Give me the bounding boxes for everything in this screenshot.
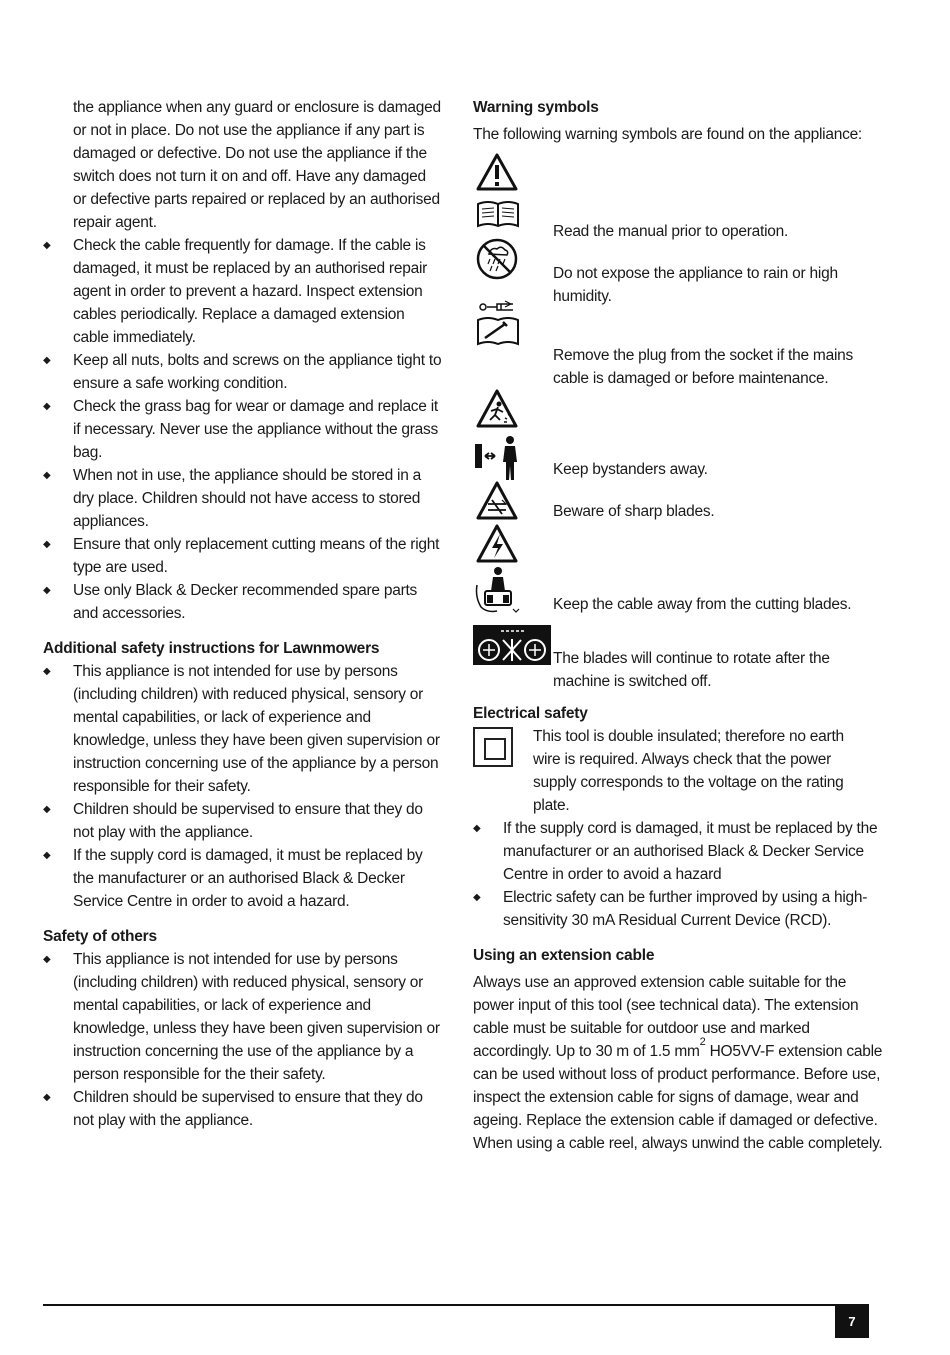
- diamond-bullet-icon: ◆: [43, 666, 51, 677]
- section-heading-warning-symbols: Warning symbols: [473, 99, 599, 116]
- left-column: [43, 96, 443, 1132]
- symbol-text-blades: Beware of sharp blades.: [553, 503, 715, 520]
- intro-paragraph: the appliance when any guard or enclosure is damaged or not in place. Do not use the appliance if any part is damaged or defective. Do not use the appliance if the switch does not turn it on and off. Have any damaged or defective parts repaired or replaced by an authorised repair agent.: [73, 99, 441, 231]
- no-rain-icon: [475, 237, 519, 281]
- list-item: ◆ Children should be supervised to ensure that they do not play with the appliance.: [43, 798, 443, 844]
- flying-objects-warning-icon: [475, 388, 519, 430]
- section-heading-safety-of-others: Safety of others: [43, 928, 157, 945]
- bullet-list-others: [43, 948, 443, 1132]
- bullet-list-electrical: [473, 817, 883, 932]
- bullet-list-lawnmowers: [43, 660, 443, 913]
- footer-rule: [43, 1304, 868, 1306]
- list-item: ◆ This appliance is not intended for use by persons (including children) with reduced physical, sensory or mental capabilities, or lack of experience and knowledge, unless they have been given supervision or instruction concerning the use of the appliance by a person responsible for the their safety.: [43, 948, 443, 1086]
- diamond-bullet-icon: ◆: [473, 892, 481, 903]
- page-number: 7: [835, 1304, 869, 1338]
- double-insulation-icon: [473, 727, 513, 767]
- list-item: ◆ Use only Black & Decker recommended spare parts and accessories.: [43, 579, 443, 625]
- list-item: ◆ Ensure that only replacement cutting means of the right type are used.: [43, 533, 443, 579]
- cable-away-icon: [473, 565, 523, 617]
- list-item: ◆ If the supply cord is damaged, it must be replaced by the manufacturer or an authorised Black & Decker Service Centre in order to avoid a hazard.: [43, 844, 443, 913]
- diamond-bullet-icon: ◆: [43, 850, 51, 861]
- diamond-bullet-icon: ◆: [43, 585, 51, 596]
- list-item: ◆ Check the grass bag for wear or damage and replace it if necessary. Never use the appliance without the grass bag.: [43, 395, 443, 464]
- section-heading-electrical-safety: Electrical safety: [473, 705, 588, 722]
- bystanders-icon: [473, 434, 523, 484]
- diamond-bullet-icon: ◆: [43, 954, 51, 965]
- sharp-blades-icon: [475, 480, 519, 522]
- symbol-text-bystanders: Keep bystanders away.: [553, 461, 708, 478]
- extension-cable-paragraph: Always use an approved extension cable suitable for the power input of this tool (see technical data). The extension cable must be suitable for outdoor use and marked accordingly. Up to 30 m of 1.5 $mm^2$ HO5VV-F extension cable can be used without loss of product performance. Before use, inspect the extension cable for signs of damage, wear and ageing. Replace the extension cable if damaged or defective. When using a cable reel, always unwind the cable completely.: [473, 974, 883, 1152]
- warning-symbols-intro: The following warning symbols are found on the appliance:: [473, 126, 862, 143]
- diamond-bullet-icon: ◆: [43, 804, 51, 815]
- diamond-bullet-icon: ◆: [43, 240, 51, 251]
- diamond-bullet-icon: ◆: [43, 355, 51, 366]
- symbol-text-rain: Do not expose the appliance to rain or high humidity.: [553, 265, 838, 305]
- list-item: ◆ This appliance is not intended for use by persons (including children) with reduced physical, sensory or mental capabilities, or lack of experience and knowledge, unless they have been given supervision or instruction concerning use of the appliance by a person responsible for their safety.: [43, 660, 443, 798]
- section-heading-lawnmowers: Additional safety instructions for Lawnmowers: [43, 640, 380, 657]
- diamond-bullet-icon: ◆: [473, 823, 481, 834]
- symbol-text-rotating: The blades will continue to rotate after the machine is switched off.: [553, 650, 830, 690]
- bullet-list-general: [43, 234, 443, 625]
- symbol-text-manual: Read the manual prior to operation.: [553, 223, 789, 240]
- list-item: ◆ Check the cable frequently for damage. If the cable is damaged, it must be replaced by an authorised repair agent in order to prevent a hazard. Inspect extension cables periodically. Replace a damaged extension cable immediately.: [43, 234, 443, 349]
- double-insulated-text: This tool is double insulated; therefore no earth wire is required. Always check that the power supply corresponds to the voltage on the rating plate.: [533, 728, 844, 814]
- symbol-text-cable: Keep the cable away from the cutting blades.: [553, 596, 852, 613]
- section-heading-extension-cable: Using an extension cable: [473, 947, 655, 964]
- electric-hazard-icon: [475, 523, 519, 565]
- list-item: ◆ Children should be supervised to ensure that they do not play with the appliance.: [43, 1086, 443, 1132]
- warning-symbols-list: [473, 150, 883, 695]
- diamond-bullet-icon: ◆: [43, 470, 51, 481]
- symbol-text-unplug: Remove the plug from the socket if the mains cable is damaged or before maintenance.: [553, 347, 854, 387]
- rotating-blades-icon: [473, 625, 551, 665]
- list-item: ◆ Keep all nuts, bolts and screws on the appliance tight to ensure a safe working condition.: [43, 349, 443, 395]
- diamond-bullet-icon: ◆: [43, 401, 51, 412]
- unplug-maintenance-icon: [475, 300, 521, 348]
- right-column: [473, 96, 883, 1155]
- diamond-bullet-icon: ◆: [43, 1092, 51, 1103]
- double-insulated-block: [473, 725, 883, 817]
- manual-book-icon: [475, 198, 521, 230]
- list-item: ◆ If the supply cord is damaged, it must be replaced by the manufacturer or an authorised Black & Decker Service Centre in order to avoid a hazard: [473, 817, 883, 886]
- diamond-bullet-icon: ◆: [43, 539, 51, 550]
- list-item: ◆ When not in use, the appliance should be stored in a dry place. Children should not have access to stored appliances.: [43, 464, 443, 533]
- list-item: ◆ Electric safety can be further improved by using a high-sensitivity 30 mA Residual Current Device (RCD).: [473, 886, 883, 932]
- warning-triangle-icon: [475, 152, 519, 192]
